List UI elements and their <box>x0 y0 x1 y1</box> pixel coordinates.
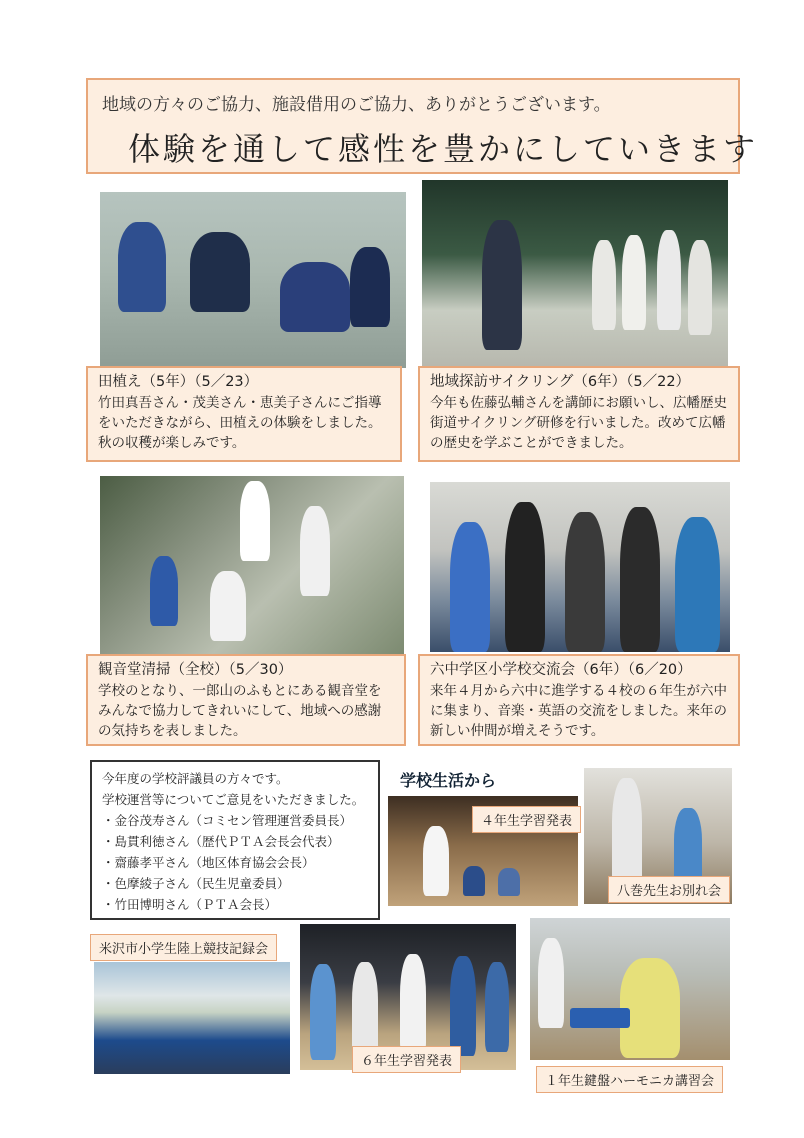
school-life-title: 学校生活から <box>400 771 497 790</box>
rice-planting-photo <box>100 192 406 368</box>
council-member: ・色摩綾子さん（民生児童委員） <box>102 876 290 891</box>
farewell-label: 八巻先生お別れ会 <box>608 876 730 903</box>
harmonica-class-label: １年生鍵盤ハーモニカ講習会 <box>536 1066 723 1093</box>
header-banner <box>86 78 759 174</box>
caption-cycling <box>418 366 740 462</box>
council-member: ・齋藤孝平さん（地区体育協会会長） <box>102 855 315 870</box>
caption-rice-planting <box>86 366 402 462</box>
caption-title: 田植え（5年）（5／23） <box>98 374 259 390</box>
kannondo-cleaning-photo <box>100 476 404 656</box>
caption-title: 六中学区小学校交流会（6年）（6／20） <box>430 662 692 678</box>
caption-kannondo-cleaning <box>86 654 406 746</box>
page-title: 体験を通して感性を豊かにしていきます <box>128 130 759 168</box>
athletics-photo <box>94 962 290 1074</box>
athletics-label: 米沢市小学生陸上競技記録会 <box>90 934 277 961</box>
exchange-meeting-photo <box>430 482 730 652</box>
caption-body: 来年４月から六中に進学する４校の６年生が六中に集まり、音楽・英語の交流をしました。来年の新しい仲間が増えそうです。 <box>430 683 727 739</box>
council-member: ・竹田博明さん（ＰＴＡ会長） <box>102 897 278 912</box>
council-intro: 学校運営等についてご意見をいただきました。 <box>102 792 365 807</box>
caption-body: 今年も佐藤弘輔さんを講師にお願いし、広幡歴史街道サイクリング研修を行いました。改めて広幡の歴史を学ぶことができました。 <box>430 395 727 451</box>
grade6-presentation-label: ６年生学習発表 <box>352 1046 461 1073</box>
caption-body: 竹田真吾さん・茂美さん・恵美子さんにご指導をいただきながら、田植えの体験をしました。秋の収穫が楽しみです。 <box>98 395 382 451</box>
council-intro: 今年度の学校評議員の方々です。 <box>102 771 289 786</box>
header-thanks-text: 地域の方々のご協力、施設借用のご協力、ありがとうございます。 <box>102 95 611 115</box>
caption-title: 地域探訪サイクリング（6年）（5／22） <box>430 374 691 390</box>
harmonica-class-photo <box>530 918 730 1060</box>
caption-exchange-meeting <box>418 654 740 746</box>
council-member: ・島貫利徳さん（歴代ＰＴＡ会長会代表） <box>102 834 340 849</box>
caption-title: 観音堂清掃（全校）（5／30） <box>98 662 293 678</box>
council-member: ・金谷茂寿さん（コミセン管理運営委員長） <box>102 813 353 828</box>
school-council-box <box>90 760 380 920</box>
grade4-presentation-label: ４年生学習発表 <box>472 806 581 833</box>
cycling-photo <box>422 180 728 366</box>
caption-body: 学校のとなり、一郎山のふもとにある観音堂をみんなで協力してきれいにして、地域への感謝の気持ちを表しました。 <box>98 683 382 739</box>
